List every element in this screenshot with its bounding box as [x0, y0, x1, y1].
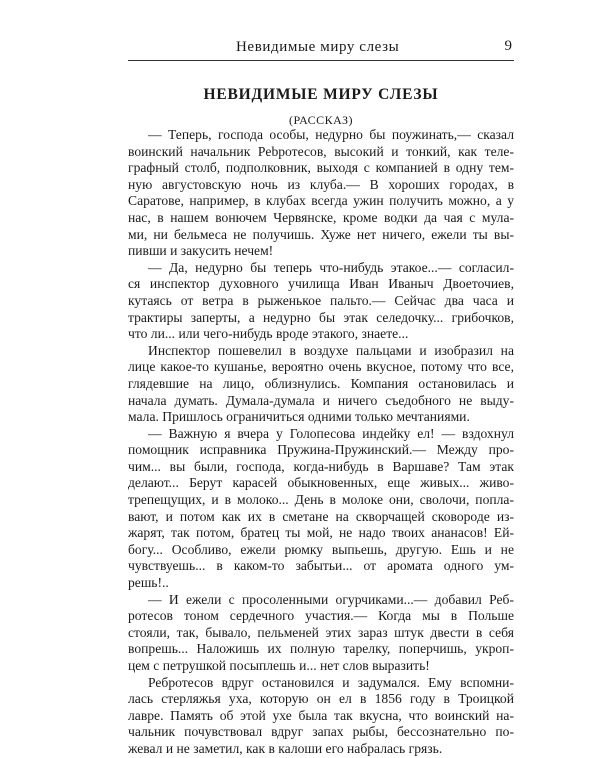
text-line: решь!.. [128, 575, 169, 591]
story-title: НЕВИДИМЫЕ МИРУ СЛЕЗЫ [203, 86, 439, 103]
text-line: делают... Берут карасей обыкновенных, еще живых... живо- [128, 475, 514, 491]
text-line: что ли... или чего-нибудь вроде этакого, знаете... [128, 326, 409, 342]
text-line: начала думать. Думала-думала и ничего съедобного не выду- [128, 392, 514, 408]
text-line: лась стерляжья уха, которую он ел в 1856 году в Троицкой [128, 691, 514, 707]
text-line: Инспектор пошевелил в воздухе пальцами и изобразил на [148, 342, 514, 358]
text-line: трепещущих, и в молоко... День в молоке они, сволочи, попла- [128, 492, 514, 508]
text-line: — Важную я вчера у Голопесова индейку ел! — вздохнул [148, 425, 514, 441]
text-line: воинский начальник Рebротесов, высокий и тонкий, как теле- [128, 143, 514, 159]
text-line: ся инспектор духовного училища Иван Иваныч Двоеточиев, [128, 276, 514, 292]
text-line: трактиры заперты, а недурно бы этак селедочку... грибочков, [128, 309, 514, 325]
text-line: стояли, так, бывало, пельменей этих зараз штук двести в себя [128, 624, 514, 640]
story-subtitle: (РАССКАЗ) [288, 113, 354, 127]
text-line: жевал и не заметил, как в калоши его набралась грязь. [128, 740, 443, 756]
text-line: — И ежели с просоленными огурчиками...— добавил Реб- [148, 591, 514, 607]
text-line: мала. Пришлось ограничиться одними только мечтаниями. [128, 409, 470, 425]
text-line: чувствуешь... в каком-то забытьи... от аромата одного ум- [128, 558, 514, 574]
text-line: ную августовскую ночь из клуба.— В хороших городах, в [128, 176, 514, 192]
text-line: лавре. Память об этой ухе была так вкусна, что воинский на- [128, 707, 514, 723]
text-line: нас, в нашем вонючем Червянске, кроме водки да чая с мула- [128, 209, 514, 225]
text-line: лице какое-то кушанье, вероятно очень вкусное, потому что все, [128, 359, 514, 375]
story-text [128, 127, 514, 758]
text-line: цем с петрушкой посыплешь и... нет слов выразить! [128, 658, 430, 673]
text-line: жарят, так потом, братец ты мой, не надо твоих ананасов! Ей- [128, 525, 514, 541]
text-line: пивши и закусить нечем! [128, 243, 274, 259]
text-line: ми, ни бельмеса не получишь. Хуже нет ничего, ежели ты вы- [128, 226, 514, 242]
text-line: вают, и потом как их в сметане на скворчащей сковороде из- [128, 508, 514, 524]
text-line: глядевшие на лицо, облизнулись. Компания остановилась и [128, 375, 514, 391]
text-line: — Да, недурно бы теперь что-нибудь этакое...— согласил- [148, 259, 514, 275]
text-line: вопрешь... Наложишь их полную тарелку, поперчишь, укроп- [128, 641, 514, 657]
running-head [128, 36, 514, 61]
text-line: Ребротесов вдруг остановился и задумался. Ему вспомни- [148, 674, 514, 690]
text-line: богу... Особливо, ежели рюмку выпьешь, другую. Ешь и не [128, 541, 514, 557]
text-line: кутаясь от ветра в рыженькое пальто.— Сейчас два часа и [128, 292, 514, 308]
text-line: помощник исправника Пружина-Пружинский.— Между про- [128, 442, 514, 458]
text-line: Саратове, например, в клубах всегда ужин получить можно, а у [128, 193, 514, 209]
text-line: графный столб, подполковник, выходя с компанией в одну тем- [128, 160, 514, 176]
running-head-title: Невидимые миру слезы [236, 39, 400, 55]
text-line: ротесов тоном сердечного участия.— Когда мы в Польше [128, 608, 514, 624]
text-line: чальник почувствовал вдруг запах рыбы, бессознательно по- [128, 724, 514, 740]
page-number: 9 [504, 38, 512, 54]
text-line: — Теперь, господа особы, недурно бы поужинать,— сказал [148, 127, 514, 142]
text-line: чим... вы были, господа, когда-нибудь в Варшаве? Там этак [128, 458, 514, 474]
